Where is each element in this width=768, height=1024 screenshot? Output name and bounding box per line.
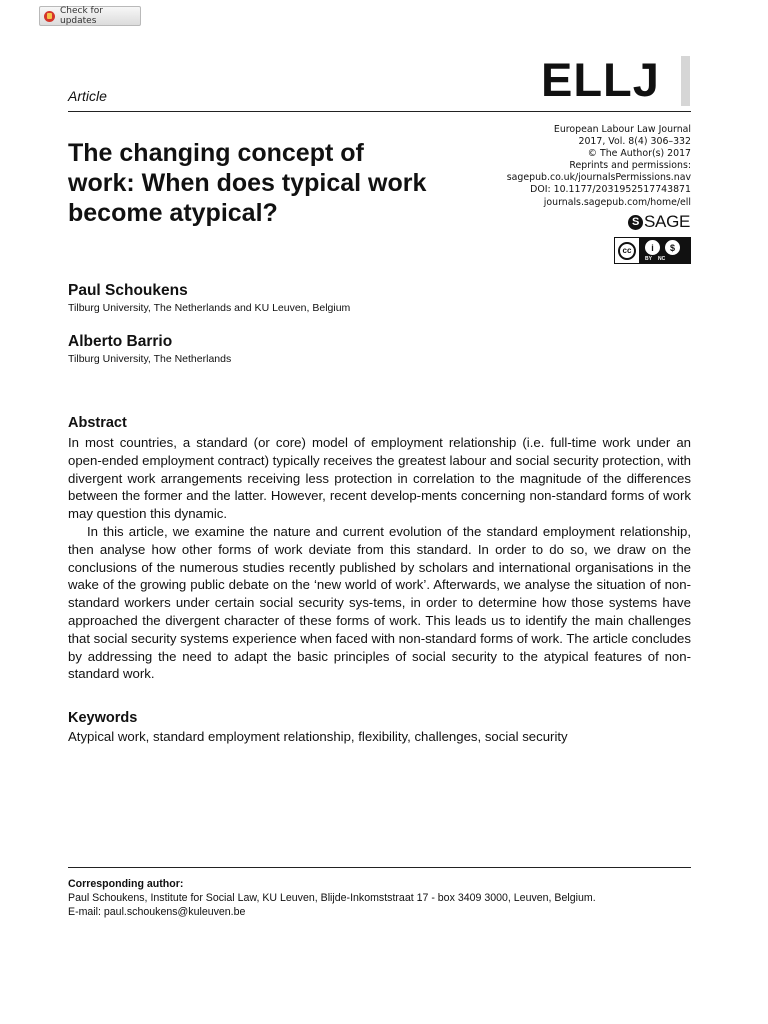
cc-icon: cc (618, 242, 636, 260)
keywords-heading: Keywords (68, 710, 138, 726)
journal-volume: 2017, Vol. 8(4) 306–332 (578, 136, 691, 148)
author-affiliation: Tilburg University, The Netherlands (68, 353, 232, 365)
check-for-updates-button[interactable] (39, 6, 141, 26)
author-name: Paul Schoukens (68, 282, 188, 299)
journal-name: European Labour Law Journal (553, 124, 691, 135)
article-title: The changing concept of work: When does typical work become atypical? (68, 139, 427, 227)
abstract-paragraph: In most countries, a standard (or core) model of employment relationship (i.e. full-time work under an open-ended employment contract) typically receives the greatest labour and social security protection, with divergent work arrangements receiving less protection in correlation to the magnitude of the differences between the former and the latter. However, recent develop-ments concerning non-standard forms of work may question this dynamic. (68, 435, 691, 522)
journal-logo-bar (681, 56, 690, 106)
author-affiliation: Tilburg University, The Netherlands and KU Leuven, Belgium (68, 302, 351, 314)
footnote-divider (68, 867, 691, 868)
keywords-text: Atypical work, standard employment relationship, flexibility, challenges, social security (68, 729, 568, 744)
creative-commons-badge[interactable] (614, 237, 691, 264)
journal-homepage-link[interactable]: journals.sagepub.com/home/ell (543, 196, 691, 208)
sage-s-icon: S (628, 215, 643, 230)
author-name: Alberto Barrio (68, 333, 173, 350)
corresponding-author-email[interactable]: E-mail: paul.schoukens@kuleuven.be (68, 906, 246, 919)
cc-nc-icon: $ (665, 240, 680, 255)
article-type-label: Article (68, 88, 107, 104)
cc-by-label: BY (645, 256, 652, 262)
abstract-body (68, 434, 691, 683)
cc-nc-label: NC (657, 256, 666, 262)
corresponding-author-footnote (68, 877, 691, 920)
journal-logo: ELLJ (541, 53, 660, 106)
cc-by-icon: i (645, 240, 660, 255)
corresponding-author-address: Paul Schoukens, Institute for Social Law, KU Leuven, Blijde-Inkomststraat 17 - box 3409 3000, Leuven, Belgium. (68, 892, 596, 905)
doi[interactable]: DOI: 10.1177/2031952517743871 (530, 184, 691, 196)
corresponding-author-label: Corresponding author: (68, 878, 184, 890)
journal-info (507, 124, 691, 209)
reprints-label: Reprints and permissions: (569, 160, 691, 172)
copyright: © The Author(s) 2017 (587, 148, 691, 160)
abstract-heading: Abstract (68, 415, 127, 431)
abstract-paragraph: In this article, we examine the nature and current evolution of the standard employment relationship, then analyse how other forms of work deviate from this standard. In order to do so, we draw on the conclusions of the numerous studies recently published by scholars and international organisations in the wake of the growing public debate on the ‘new world of work’. Afterwards, we analyse the situation of non-standard workers under certain social security sys-tems, in order to determine how those systems have approached the divergent character of these forms of work. This leads us to identify the main challenges that social security systems experience when faced with non-standard forms of work. The article concludes by addressing the need to adapt the basic principles of social security to the atypical features of non-standard work. (68, 523, 691, 682)
header-divider (68, 111, 691, 112)
cc-icons (645, 240, 680, 255)
check-for-updates-label: Check for updates (60, 6, 103, 26)
sage-logo (628, 212, 690, 232)
permissions-link[interactable]: sagepub.co.uk/journalsPermissions.nav (506, 172, 691, 184)
crossmark-icon (44, 11, 55, 22)
cc-left-panel (615, 238, 639, 263)
sage-logo-text: SAGE (644, 212, 691, 231)
cc-labels (645, 256, 665, 262)
